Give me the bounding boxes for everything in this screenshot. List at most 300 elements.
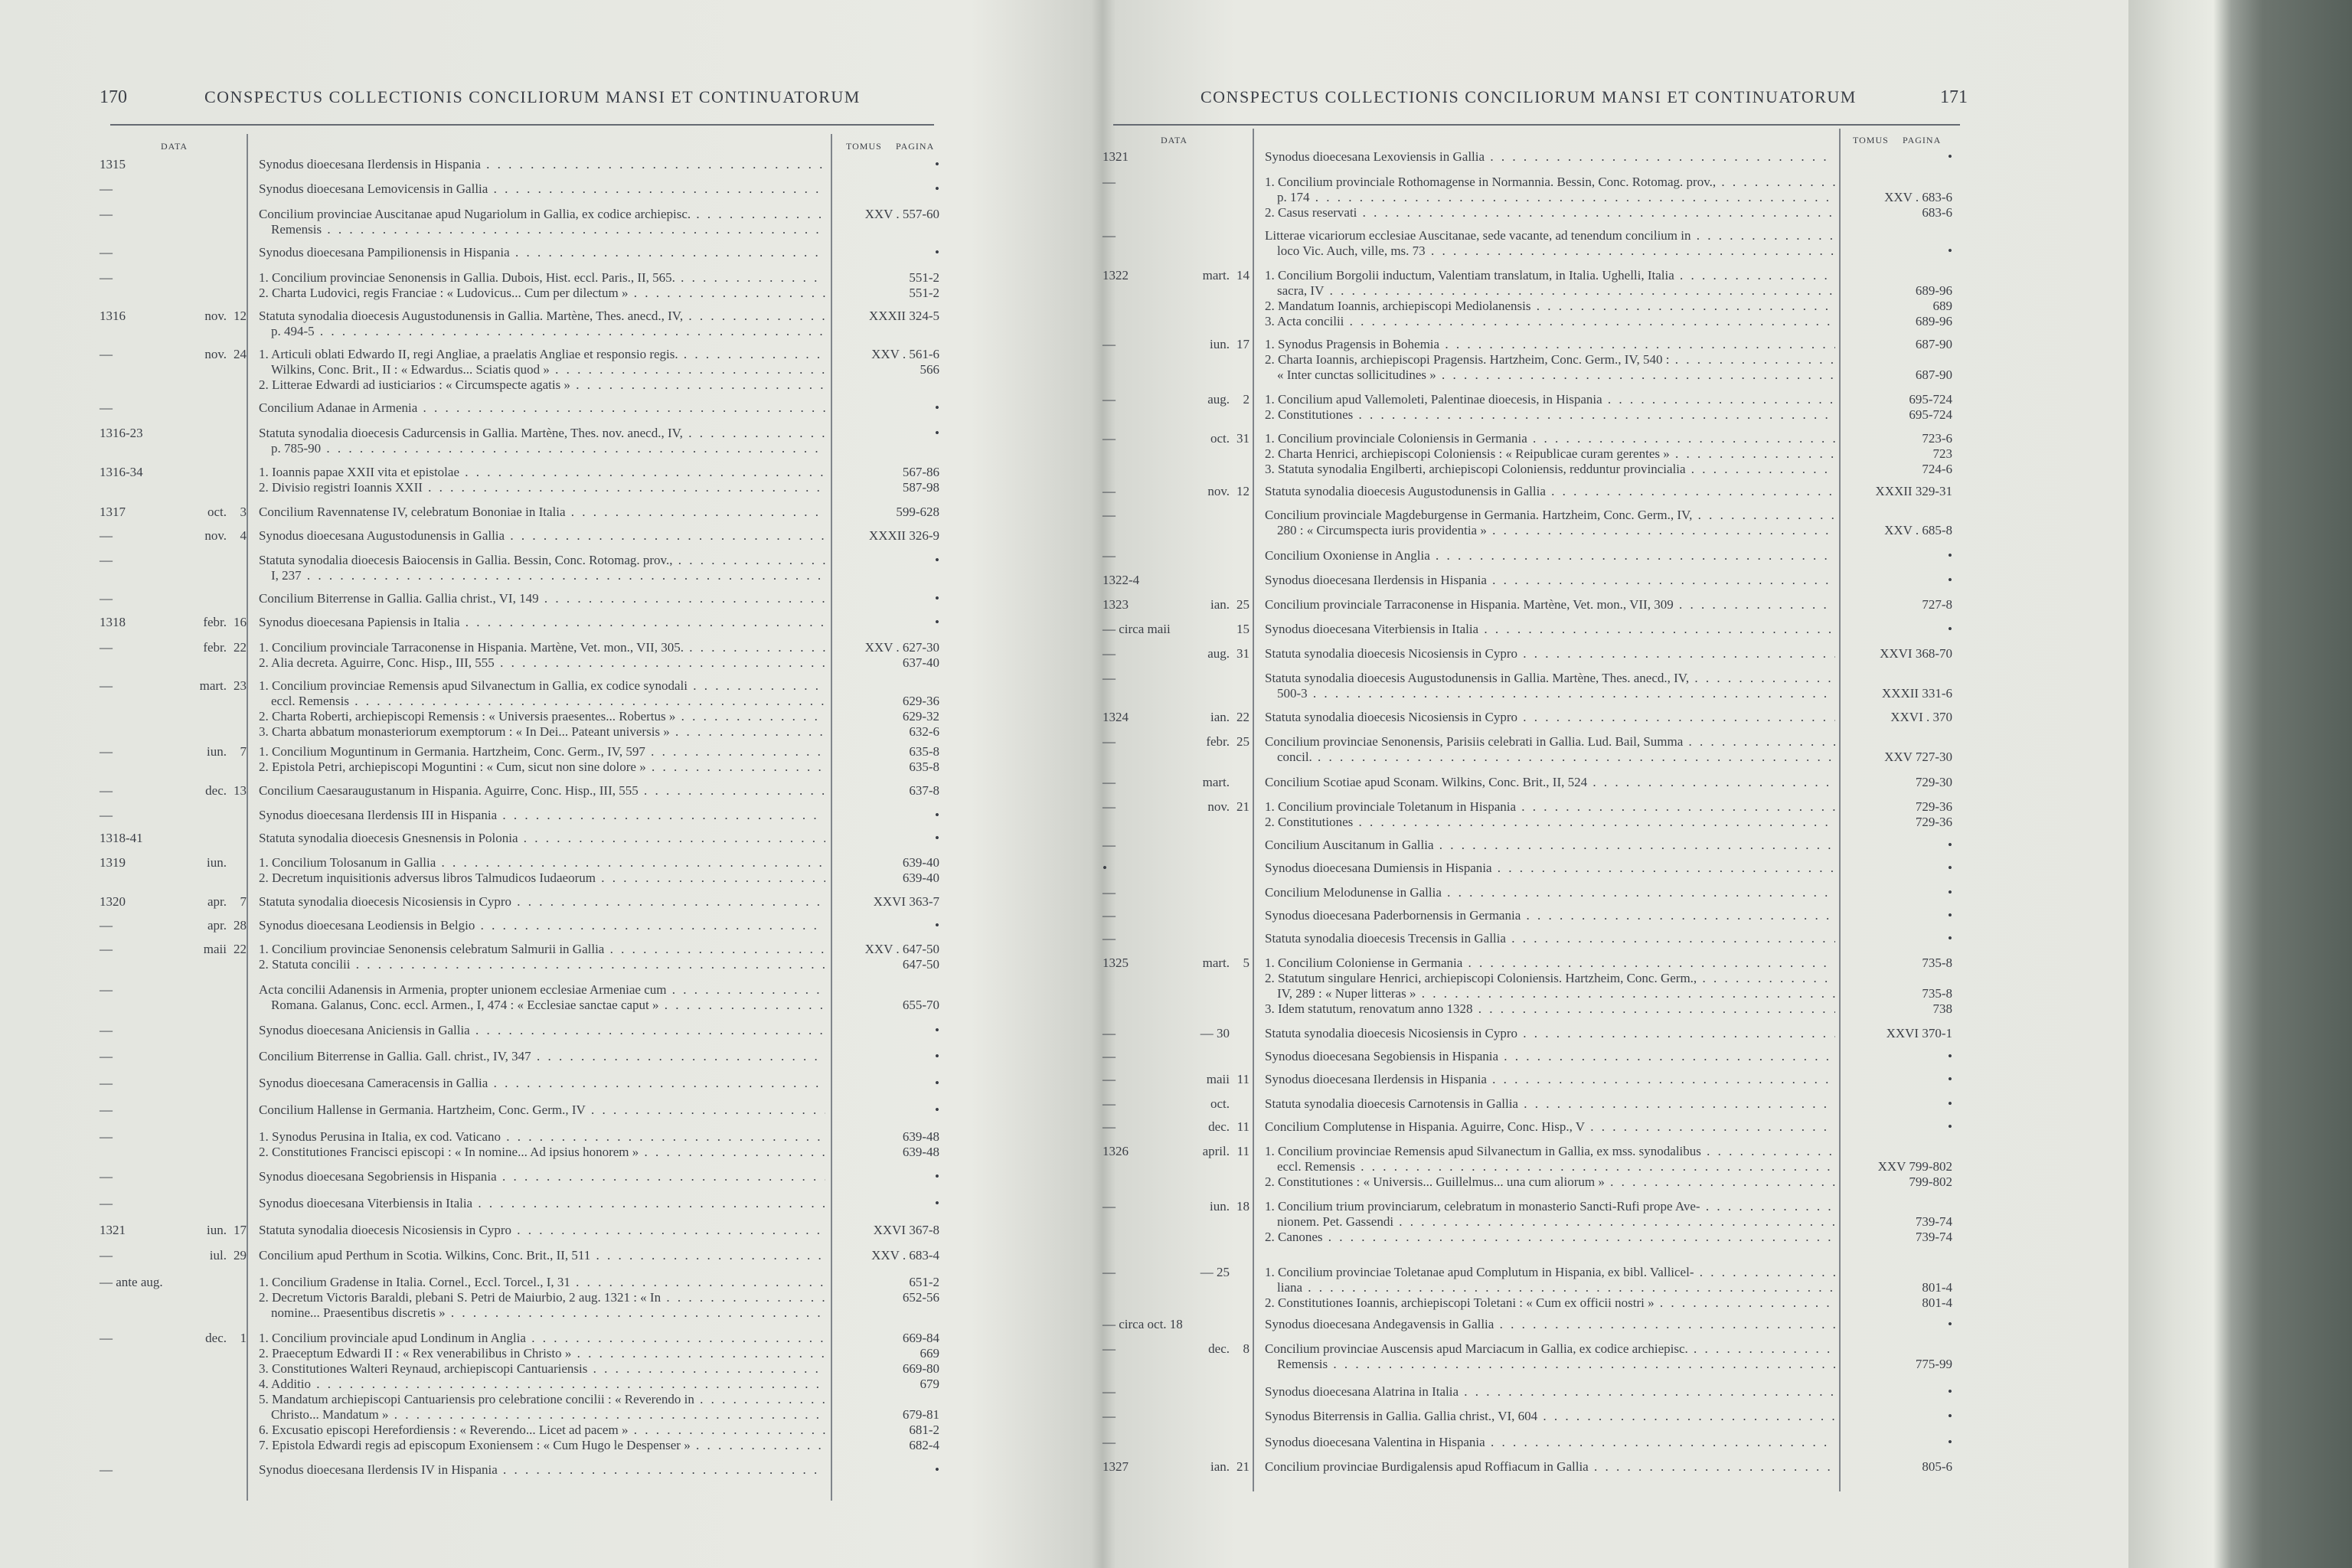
entry-year: — [1102,484,1116,498]
page-ref [836,982,939,998]
entry-day: 25 [1236,597,1250,612]
entry-line: 2. Canones . . . [1265,1230,1835,1245]
entry-month: aug. [1207,646,1230,661]
column-header-tomus: TOMUS [846,141,882,152]
page-ref: 566 [920,362,939,377]
page-ref: 651-2 [909,1275,939,1289]
entry-year: 1316-23 [100,426,143,440]
bullet-marker: • [1948,1072,1952,1086]
entry-month: iul. [209,1248,227,1263]
column-header-date: DATA [1161,135,1188,145]
entry-line: 500-3 . . . [1265,686,1835,701]
entry-line: 2. Divisio registri Ioannis XXII . . . [259,480,825,495]
entry-text [259,918,825,933]
page-ref: 647-50 [902,957,939,972]
entry-year: 1321 [100,1223,126,1237]
entry-line: Concilium provinciale Tarraconense in Hispania. Martène, Vet. mon., VII, 309 . . . [1265,597,1835,612]
bullet-marker: • [935,181,939,196]
page-ref: 669-84 [902,1331,939,1345]
entry-line: 1. Concilium provinciae Remensis apud Silvanectum in Gallia, ex codice synodali . . . [259,678,825,694]
bullet-marker: • [935,1196,939,1210]
bullet-marker: • [1948,149,1952,164]
page-ref: 695-724 [1909,407,1952,422]
entry-text [1265,1026,1835,1041]
page-ref: XXV . 683-6 [1884,190,1952,204]
entry-year: 1316 [100,309,126,323]
entry-pages [1844,508,1952,538]
column-divider [831,134,832,1501]
entry-pages [836,465,939,495]
entry-pages [836,1196,939,1211]
entry-year: — [100,591,113,606]
entry-text [1265,597,1835,612]
entry-day: 31 [1236,431,1250,446]
entry-month: iun. [207,744,227,759]
page-edges [2128,0,2352,1568]
entry-line: Statuta synodalia dioecesis Nicosiensis in Cypro . . . [1265,1026,1835,1041]
entry-text [1265,1317,1835,1332]
entry-line: 1. Ioannis papae XXII vita et epistolae . . . [259,465,825,480]
page-ref: XXV . 561-6 [871,347,939,361]
page-ref: XXXII 326-9 [868,528,939,543]
entry-pages [836,678,939,740]
entry-month: — 30 [1200,1026,1230,1040]
entry-month: oct. [1210,1096,1230,1111]
entry-day: 21 [1236,1459,1250,1474]
entry-year: — [100,347,113,361]
entry-month: nov. [204,528,227,543]
page-ref: 551-2 [909,286,939,300]
entry-line: Synodus dioecesana Ilerdensis IV in Hispania . . . [259,1462,825,1478]
entry-pages [836,1275,939,1305]
entry-month: oct. [207,505,227,519]
entry-line: 2. Alia decreta. Aguirre, Conc. Hisp., III, 555 . . . [259,655,825,671]
entry-pages [836,744,939,775]
page-ref: XXXII 331-6 [1881,686,1952,701]
entry-pages [836,918,939,933]
entry-pages [1844,799,1952,830]
entry-line: Concilium Ravennatense IV, celebratum Bononiae in Italia . . . [259,505,825,520]
entry-day: 12 [1236,484,1250,498]
page-ref: 799-802 [1909,1174,1952,1189]
entry-pages [836,270,939,301]
entry-pages [1844,775,1952,790]
entry-year: — [1102,931,1116,946]
entry-pages [836,1331,939,1453]
entry-line: 4. Additio . . . [259,1377,825,1392]
entry-year: — [1102,1049,1116,1063]
page-ref: 801-4 [1922,1280,1952,1295]
entry-text [1265,175,1835,220]
page-ref: XXV 727-30 [1884,750,1952,764]
entry-month: dec. [205,1331,227,1345]
entry-year: — [100,744,113,759]
bullet-marker: • [1948,908,1952,923]
entry-line: Statuta synodalia dioecesis Trecensis in Gallia . . . [1265,931,1835,946]
head-rule [110,124,934,126]
page-ref [1844,508,1952,523]
entry-text [1265,1199,1835,1245]
entry-text [1265,1144,1835,1190]
page-ref: XXV . 627-30 [864,640,939,655]
entry-year: — [100,400,113,415]
entry-pages [1844,861,1952,876]
bullet-marker: • [1948,885,1952,900]
entry-line: sacra, IV . . . [1265,283,1835,299]
page-ref: 735-8 [1922,986,1952,1001]
entry-line: Synodus dioecesana Augustodunensis in Gallia . . . [259,528,825,544]
entry-text [1265,392,1835,423]
entry-day: 1 [240,1331,247,1345]
page-ref: 635-8 [909,760,939,774]
page-ref: XXV . 557-60 [864,207,939,221]
entry-pages [1844,337,1952,383]
entry-line: 2. Constitutiones . . . [1265,407,1835,423]
entry-text [259,1462,825,1478]
entry-line: Synodus dioecesana Lemovicensis in Gallia . . . [259,181,825,197]
entry-line: 1. Concilium provinciale Rothomagense in Normannia. Bessin, Conc. Rotomag. prov., . . . [1265,175,1835,190]
entry-day: 11 [1236,1072,1250,1086]
entry-year: — [1102,431,1116,446]
entry-pages [836,942,939,972]
entry-text [259,400,825,416]
entry-pages [1844,1049,1952,1064]
entry-day: 13 [234,783,247,798]
page-ref [1844,971,1952,986]
page-ref: 669-80 [902,1361,939,1376]
entry-line: 1. Synodus Perusina in Italia, ex cod. Vaticano . . . [259,1129,825,1145]
entry-year: 1316-34 [100,465,143,479]
page-ref: 729-36 [1915,799,1952,814]
page-ref [1844,1144,1952,1159]
entry-pages [1844,1119,1952,1135]
entry-year: — [1102,671,1116,685]
entry-pages [1844,268,1952,329]
entry-year: 1322 [1102,268,1129,283]
entry-year: — [100,678,113,693]
entry-year: — [1102,885,1116,900]
entry-line: Concilium Complutense in Hispania. Aguirre, Conc. Hisp., V . . . [1265,1119,1835,1135]
entry-year: — [100,1169,113,1184]
entry-line: 1. Concilium Coloniense in Germania . . . [1265,956,1835,971]
entry-text [259,553,825,583]
entry-line: Synodus dioecesana Ilerdensis III in Hispania . . . [259,808,825,823]
page-ref: 739-74 [1915,1214,1952,1229]
bullet-marker: • [935,918,939,933]
entry-text [259,831,825,846]
entry-pages [836,808,939,823]
entry-pages [836,309,939,324]
entry-day: 24 [234,347,247,361]
page-ref: 637-8 [909,783,939,798]
entry-text [259,465,825,495]
entry-line: Concilium Adanae in Armenia . . . [259,400,825,416]
entry-year: — [1102,734,1116,749]
entry-line: Synodus dioecesana Cameracensis in Gallia . . . [259,1076,825,1091]
running-title: CONSPECTUS COLLECTIONIS CONCILIORUM MANSI ET CONTINUATORUM [204,87,861,106]
entry-year: — [1102,838,1116,852]
entry-day: 22 [234,942,247,956]
entry-pages [836,528,939,544]
bullet-marker: • [1948,1119,1952,1134]
entry-line: Concilium Melodunense in Gallia . . . [1265,885,1835,900]
entry-pages [836,1023,939,1038]
entry-year: — [1102,799,1116,814]
entry-year: — [1102,1409,1116,1423]
entry-year: — [1102,392,1116,407]
entry-line: 2. Decretum inquisitionis adversus libros Talmudicos Iudaeorum . . . [259,871,825,886]
entry-line: Synodus dioecesana Leodiensis in Belgio . . . [259,918,825,933]
entry-pages [1844,1199,1952,1245]
entry-text [1265,1459,1835,1475]
entry-text [1265,1049,1835,1064]
running-head [100,87,942,115]
entry-text [1265,1435,1835,1450]
entry-year: — [100,1049,113,1063]
entry-pages [1844,1317,1952,1332]
entry-line: liana . . . [1265,1280,1835,1295]
entry-text [259,615,825,630]
entry-pages [1844,1265,1952,1311]
entry-pages [1844,1026,1952,1041]
entry-month: apr. [207,894,227,909]
entry-pages [836,1223,939,1238]
page-ref: 652-56 [902,1290,939,1305]
entry-month: mart. [1202,956,1230,970]
page-ref: 735-8 [1922,956,1952,970]
entry-line: 6. Excusatio episcopi Herefordiensis : « Reverendo... Licet ad pacem » . . . [259,1423,825,1438]
entry-day: 15 [1236,622,1250,636]
entry-text [1265,484,1835,499]
entry-line: 2. Charta Henrici, archiepiscopi Coloniensis : « Reipublicae curam gerentes » . . . [1265,446,1835,462]
entry-text [1265,1341,1835,1372]
entry-year: — [1102,775,1116,789]
entry-day: 16 [234,615,247,629]
entry-text [259,744,825,775]
entry-text [1265,1384,1835,1400]
entry-day: 3 [240,505,247,519]
entry-pages [836,640,939,671]
page-ref: 681-2 [909,1423,939,1437]
entry-year: — [1102,1072,1116,1086]
entry-text [1265,1119,1835,1135]
entry-year: • [1102,861,1107,875]
entry-line: 1. Concilium provinciale Tarraconense in Hispania. Martène, Vet. mon., VII, 305. . . . [259,640,825,655]
entry-day: 17 [234,1223,247,1237]
page-ref: 805-6 [1922,1459,1952,1474]
entry-line: Statuta synodalia dioecesis Nicosiensis in Cypro . . . [259,1223,825,1238]
entry-year: 1327 [1102,1459,1129,1474]
entry-year: — [1102,1199,1116,1214]
page-ref: XXV . 685-8 [1884,523,1952,537]
page-ref: 655-70 [902,998,939,1012]
bullet-marker: • [1948,622,1952,636]
page-ref: 567-86 [902,465,939,479]
entry-month: iun. [1210,1199,1230,1214]
entry-text [1265,228,1835,259]
page-ref: 629-32 [902,709,939,724]
entry-year: 1323 [1102,597,1129,612]
entry-text [259,678,825,740]
entry-text [259,1331,825,1453]
entry-day: 17 [1236,337,1250,351]
entry-year: — [100,640,113,655]
entry-line: Synodus dioecesana Pampilionensis in Hispania . . . [259,245,825,260]
entry-year: — [100,553,113,567]
bullet-marker: • [1948,548,1952,563]
page-ref [1844,1265,1952,1280]
entry-line: 2. Constitutiones : « Universis... Guillelmus... una cum aliorum » . . . [1265,1174,1835,1190]
column-header-pagina: PAGINA [1903,135,1942,145]
entry-line: Concilium Oxoniense in Anglia . . . [1265,548,1835,564]
entry-line: 2. Casus reservati . . . [1265,205,1835,220]
entry-pages [836,157,939,172]
page-ref: 679-81 [902,1407,939,1422]
page-ref: 689 [1932,299,1952,313]
entry-line: Statuta synodalia dioecesis Nicosiensis in Cypro . . . [259,894,825,910]
entry-text [1265,885,1835,900]
entry-month: nov. [204,309,227,323]
entry-month: ian. [1210,710,1230,724]
bullet-marker: • [935,1076,939,1090]
page-ref: 687-90 [1915,368,1952,382]
entry-day: 7 [240,894,247,909]
entry-month: apr. [207,918,227,933]
entry-year: — [100,808,113,822]
entry-pages [836,1076,939,1091]
entry-text [259,894,825,910]
entry-line: concil. . . . [1265,750,1835,765]
entry-text [259,1223,825,1238]
entry-line: Concilium Scotiae apud Sconam. Wilkins, Conc. Brit., II, 524 . . . [1265,775,1835,790]
entry-month: mart. [1202,268,1230,283]
entry-text [1265,799,1835,830]
entry-line: Statuta synodalia dioecesis Baiocensis in Gallia. Bessin, Conc. Rotomag. prov., . . . [259,553,825,568]
entry-year: — [100,207,113,221]
page-ref: XXVI 363-7 [873,894,939,909]
entry-text [259,270,825,301]
entry-line: 2. Mandatum Ioannis, archiepiscopi Mediolanensis . . . [1265,299,1835,314]
bullet-marker: • [1948,1435,1952,1449]
bullet-marker: • [935,400,939,415]
entry-line: I, 237 . . . [259,568,825,583]
entry-line: eccl. Remensis . . . [259,694,825,709]
entry-text [1265,775,1835,790]
column-divider [247,134,248,1501]
entry-line: 2. Epistola Petri, archiepiscopi Moguntini : « Cum, sicut non sine dolore » . . . [259,760,825,775]
entry-line: Synodus dioecesana Segobiensis in Hispania . . . [1265,1049,1835,1064]
page-ref [1844,228,1952,243]
page-ref: 739-74 [1915,1230,1952,1244]
entry-text [259,591,825,606]
entry-month: dec. [205,783,227,798]
entry-text [1265,931,1835,946]
entry-month: april. [1202,1144,1230,1158]
entry-year: — [100,1076,113,1090]
entry-month: maii [203,942,227,956]
entry-pages [1844,1341,1952,1372]
entry-day: 23 [234,678,247,693]
entry-pages [836,1129,939,1160]
entry-text [259,245,825,260]
entry-text [259,1196,825,1211]
bullet-marker: • [1948,861,1952,875]
page-ref: 635-8 [909,744,939,759]
entry-pages [1844,838,1952,853]
entry-line: 2. Constitutiones . . . [1265,815,1835,830]
entry-line: Christo... Mandatum » . . . [259,1407,825,1423]
entry-pages [1844,1096,1952,1112]
entry-year: — [100,1331,113,1345]
entry-pages [1844,734,1952,765]
entry-pages [836,505,939,520]
entry-pages [836,181,939,197]
entry-line: 1. Concilium provinciale Toletanum in Hispania . . . [1265,799,1835,815]
entry-pages [836,894,939,910]
entry-year: — [100,528,113,543]
page-ref: 669 [920,1346,939,1361]
page-ref: 587-98 [902,480,939,495]
entry-day: 8 [1243,1341,1250,1356]
entry-line: Synodus dioecesana Viterbiensis in Italia . . . [1265,622,1835,637]
page-ref: 639-40 [902,855,939,870]
entry-pages [1844,1409,1952,1424]
entry-month: febr. [203,615,227,629]
page-ref: 599-628 [896,505,939,519]
page-ref: 687-90 [1915,337,1952,351]
entry-line: Concilium Auscitanum in Gallia . . . [1265,838,1835,853]
entry-line: 1. Concilium provinciale Coloniensis in Germania . . . [1265,431,1835,446]
entry-day: 11 [1236,1119,1250,1134]
entry-line: Remensis . . . [259,222,825,237]
entry-line: eccl. Remensis . . . [1265,1159,1835,1174]
entry-month: iun. [207,855,227,870]
entry-line: 2. Litterae Edwardi ad iusticiarios : « Circumspecte agatis » . . . [259,377,825,393]
entry-text [1265,956,1835,1017]
entry-month: febr. [1206,734,1230,749]
page-ref: XXVI 367-8 [873,1223,939,1237]
entry-day: 5 [1243,956,1250,970]
entry-year: — circa maii [1102,622,1171,636]
entry-year: — ante aug. [100,1275,163,1289]
entry-year: — [100,1196,113,1210]
entry-text [259,1248,825,1263]
entry-line: 2. Statuta concilii . . . [259,957,825,972]
entry-text [259,207,825,237]
entry-line: 1. Concilium Borgolii inductum, Valentiam translatum, in Italia. Ughelli, Italia . . . [1265,268,1835,283]
entry-line: Synodus dioecesana Lexoviensis in Gallia . . . [1265,149,1835,165]
entry-line: Synodus dioecesana Viterbiensis in Italia . . . [259,1196,825,1211]
entry-pages [836,783,939,799]
entry-text [1265,710,1835,725]
entry-text [259,528,825,544]
entry-month: nov. [204,347,227,361]
entry-line: loco Vic. Auch, ville, ms. 73 . . . [1265,243,1835,259]
entry-text [259,1102,825,1118]
bullet-marker: • [1948,838,1952,852]
entry-pages [1844,548,1952,564]
entry-pages [836,982,939,1013]
page-ref: 723-6 [1922,431,1952,446]
entry-text [1265,622,1835,637]
entry-line: Synodus dioecesana Paderbornensis in Germania . . . [1265,908,1835,923]
entry-line: 2. Charta Ludovici, regis Franciae : « Ludovicus... Cum per dilectum » . . . [259,286,825,301]
entry-year: — [100,270,113,285]
entry-line: 1. Concilium Moguntinum in Germania. Hartzheim, Conc. Germ., IV, 597 . . . [259,744,825,760]
entry-line: Synodus dioecesana Segobriensis in Hispania . . . [259,1169,825,1184]
entry-line: 1. Synodus Pragensis in Bohemia . . . [1265,337,1835,352]
entry-text [259,347,825,393]
